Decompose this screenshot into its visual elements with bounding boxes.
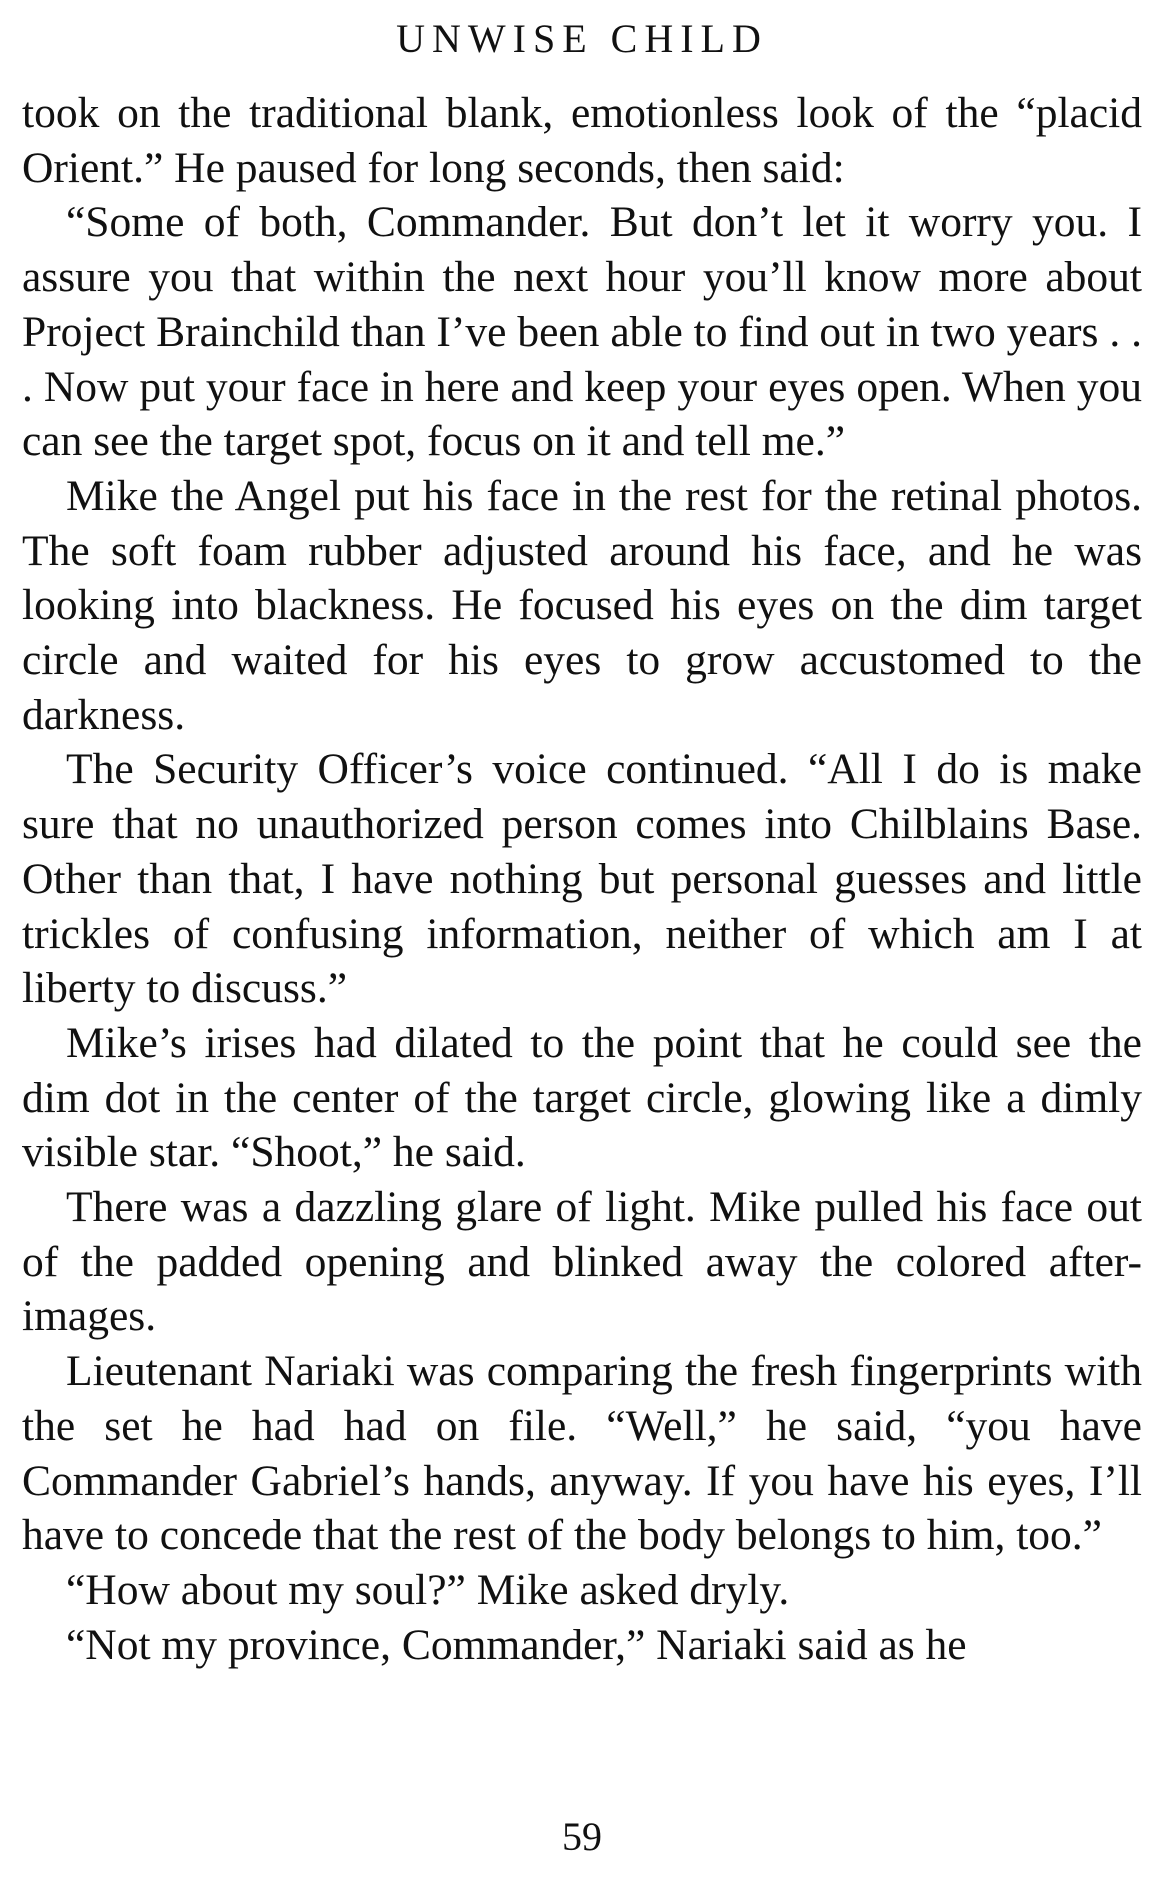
page-number: 59 [562, 1814, 602, 1859]
paragraph: “Not my province, Commander,” Nariaki said as he [66, 1620, 967, 1669]
paragraph: There was a dazzling glare of light. Mike pulled his face out of the padded opening and blinked away the colored after-images. [22, 1183, 1142, 1341]
paragraph: Lieutenant Nariaki was comparing the fresh fingerprints with the set he had had on file. “Well,” he said, “you have Commander Gabriel’s hands, anyway. If you have his eyes, I’ll have to concede that the rest of the body belongs to him, too.” [22, 1347, 1142, 1560]
paragraph: “Some of both, Commander. But don’t let it worry you. I assure you that within the next hour you’ll know more about Project Brainchild than I’ve been able to find out in two years . . . Now put your face in here and keep your eyes open. When you can see the target spot, focus on it and tell me.” [22, 198, 1142, 466]
paragraph: Mike’s irises had dilated to the point that he could see the dim dot in the center of the target circle, glowing like a dimly visible star. “Shoot,” he said. [22, 1018, 1142, 1177]
running-head: UNWISE CHILD [396, 16, 768, 61]
paragraph: took on the traditional blank, emotionless look of the “placid Orient.” He paused for long seconds, then said: [22, 89, 1142, 192]
paragraph: “How about my soul?” Mike asked dryly. [66, 1565, 790, 1614]
book-page [22, 0, 1142, 1888]
paragraph: Mike the Angel put his face in the rest for the retinal photos. The soft foam rubber adjusted around his face, and he was looking into blackness. He focused his eyes on the dim target circle and waited for his eyes to grow accustomed to the darkness. [22, 471, 1142, 739]
paragraph: The Security Officer’s voice continued. “All I do is make sure that no unauthorized person comes into Chilblains Base. Other than that, I have nothing but personal guesses and little trickles of confusing information, neither of which am I at liberty to discuss.” [22, 745, 1142, 1013]
body-text [22, 86, 1142, 1672]
